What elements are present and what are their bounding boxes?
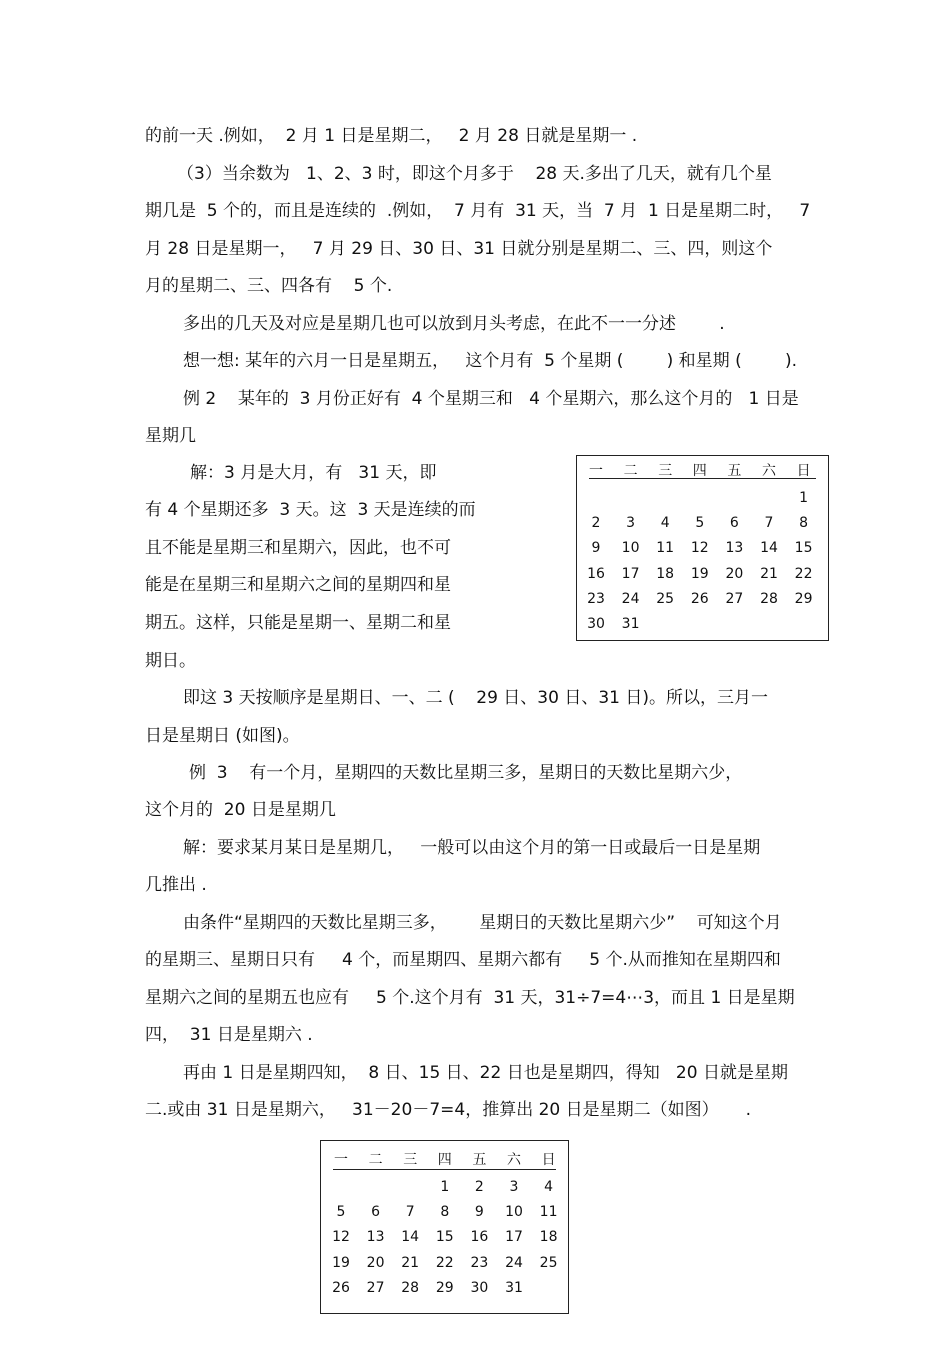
calendar-day-cell: 16 [587,565,605,582]
text-line: 期五。这样，只能是星期一、星期二和星 [145,613,451,633]
text-line: 解：要求某月某日是星期几， 一般可以由这个月的第一日或最后一日是星期 [183,838,761,858]
calendar-day-cell: 19 [332,1254,350,1271]
calendar-day-cell: 14 [760,540,778,557]
calendar-weekday-label: 四 [437,1152,452,1168]
calendar-day-cell: 12 [332,1229,350,1246]
text-line: 例 2 某年的 3 月份正好有 4 个星期三和 4 个星期六，那么这个月的 1 日是 [183,389,799,409]
calendar-day-cell: 18 [656,565,675,582]
calendar-day-cell: 15 [794,540,813,557]
calendar-day-cell: 24 [621,590,640,607]
calendar-day-cell: 21 [760,565,778,582]
calendar-day-cell: 27 [366,1279,385,1296]
calendar-day-cell: 20 [725,565,744,582]
text-line: 且不能是星期三和星期六，因此，也不可 [145,538,451,558]
calendar-weekday-label: 三 [403,1152,418,1168]
calendar-day-cell: 6 [729,515,739,532]
calendar-day-cell: 27 [725,590,744,607]
calendar-day-cell: 1 [440,1179,450,1195]
calendar-day-cell: 21 [401,1254,420,1271]
text-line: 再由 1 日是星期四知， 8 日、15 日、22 日也是星期四，得知 20 日就是星期 [183,1063,788,1083]
calendar-weekday-label: 二 [623,463,638,479]
text-line: 解：3 月是大月，有 31 天，即 [190,463,437,483]
calendar-day-cell: 18 [539,1229,558,1246]
text-line: 这个月的 20 日是星期几 [145,800,336,820]
text-line: 的星期三、星期日只有 4 个，而星期四、星期六都有 5 个.从而推知在星期四和 [145,950,781,970]
calendar-day-cell: 7 [405,1204,415,1221]
calendar-weekday-label: 二 [368,1152,383,1168]
calendar-day-cell: 3 [626,515,636,532]
calendar-weekday-label: 日 [796,463,811,479]
calendar-weekday-label: 日 [541,1152,556,1168]
calendar-weekday-label: 四 [692,463,707,479]
calendar-day-cell: 11 [656,540,675,557]
calendar-day-cell: 17 [621,565,640,582]
calendar-day-cell: 26 [332,1279,350,1296]
calendar-day-cell: 25 [656,590,675,607]
calendar-day-cell: 2 [591,515,601,532]
text-line: （3）当余数为 1、2、3 时，即这个月多于 28 天.多出了几天，就有几个星 [177,164,772,184]
text-line: 月的星期二、三、四各有 5 个. [145,276,393,296]
calendar-day-cell: 23 [470,1254,489,1271]
calendar-weekday-label: 一 [334,1152,348,1168]
calendar-day-cell: 8 [440,1204,450,1221]
text-line: 二.或由 31 日是星期六， 31－20－7=4，推算出 20 日是星期二（如图） . [145,1100,752,1120]
text-line: 能是在星期三和星期六之间的星期四和星 [145,575,451,595]
calendar-day-cell: 30 [470,1279,489,1296]
calendar-day-cell: 31 [505,1279,523,1296]
text-line: 日是星期日 (如图)。 [145,726,300,746]
text-line: 多出的几天及对应是星期几也可以放到月头考虑，在此不一一分述 . [183,314,725,334]
calendar-weekday-label: 三 [658,463,673,479]
calendar-day-cell: 24 [505,1254,523,1271]
text-line: 由条件“星期四的天数比星期三多， 星期日的天数比星期六少” 可知这个月 [183,913,782,933]
calendar-day-cell: 1 [799,490,809,506]
text-line: 的前一天 .例如， 2 月 1 日是星期二， 2 月 28 日就是星期一 . [145,126,638,146]
text-line: 星期几 [145,426,196,446]
calendar-day-cell: 31 [621,616,640,632]
calendar-day-cell: 5 [695,515,705,532]
calendar-day-cell: 14 [401,1229,420,1246]
text-line: 月 28 日是星期一， 7 月 29 日、30 日、31 日就分别是星期二、三、四，则这个 [145,239,773,259]
calendar-weekday-label: 五 [472,1152,487,1168]
calendar-day-cell: 26 [690,590,709,607]
text-line: 期日。 [145,651,196,671]
calendar-day-cell: 30 [587,616,605,632]
calendar-weekday-label: 六 [762,463,776,479]
calendar-day-cell: 25 [539,1254,558,1271]
calendar-day-cell: 15 [435,1229,454,1246]
calendar-day-cell: 20 [366,1254,385,1271]
calendar-day-cell: 4 [544,1179,554,1195]
calendar-day-cell: 10 [621,540,640,557]
text-line: 几推出 . [145,875,207,895]
calendar-day-cell: 13 [366,1229,385,1246]
calendar-march [576,455,829,641]
text-line: 期几是 5 个的，而且是连续的 .例如， 7 月有 31 天，当 7 月 1 日是星期二时， 7 [145,201,811,221]
calendar-day-cell: 19 [690,565,709,582]
calendar-day-cell: 3 [509,1179,519,1195]
text-line: 例 3 有一个月，星期四的天数比星期三多，星期日的天数比星期六少， [189,763,743,783]
calendar-day-cell: 6 [371,1204,381,1221]
calendar-day-cell: 10 [505,1204,523,1221]
calendar-day-cell: 2 [474,1179,484,1195]
calendar-day-cell: 9 [474,1204,484,1221]
calendar-day-cell: 5 [336,1204,346,1221]
calendar-day-cell: 17 [505,1229,523,1246]
calendar-day-cell: 11 [539,1204,558,1221]
calendar-day-cell: 28 [760,590,778,607]
calendar-day-cell: 4 [660,515,670,532]
text-line: 即这 3 天按顺序是星期日、一、二 ( 29 日、30 日、31 日)。所以，三月一 [183,688,769,708]
calendar-day-cell: 12 [690,540,709,557]
calendar-day-cell: 7 [764,515,774,532]
text-line: 星期六之间的星期五也应有 5 个.这个月有 31 天，31÷7=4⋯3，而且 1 日是星期 [145,988,795,1008]
calendar-weekday-label: 六 [507,1152,521,1168]
calendar-day-cell: 23 [587,590,605,607]
calendar-day-cell: 22 [794,565,813,582]
calendar-weekday-label: 一 [589,463,603,479]
text-line: 想一想: 某年的六月一日是星期五， 这个月有 5 个星期 ( ) 和星期 ( ). [183,351,797,371]
text-line: 有 4 个星期还多 3 天。这 3 天是连续的而 [145,500,476,520]
calendar-day-cell: 28 [401,1279,420,1296]
calendar-day-cell: 8 [799,515,809,532]
calendar-day-cell: 22 [435,1254,454,1271]
calendar-example-3 [320,1140,569,1314]
calendar-day-cell: 29 [435,1279,454,1296]
text-line: 四， 31 日是星期六 . [145,1025,313,1045]
calendar-day-cell: 29 [794,590,813,607]
calendar-day-cell: 9 [591,540,601,557]
calendar-day-cell: 16 [470,1229,489,1246]
calendar-weekday-label: 五 [727,463,742,479]
calendar-day-cell: 13 [725,540,744,557]
